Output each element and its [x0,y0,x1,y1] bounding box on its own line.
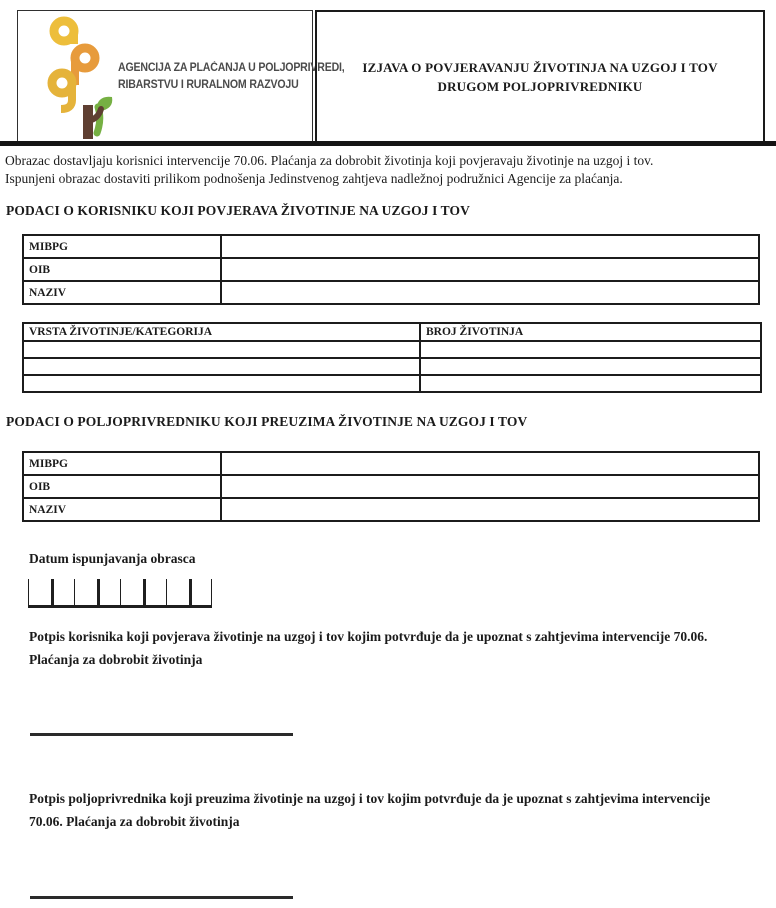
form-title-line1: IZJAVA O POVJERAVANJU ŽIVOTINJA NA UZGOJ I TOV [362,59,718,75]
intro-line2: Ispunjeni obrazac dostaviti prilikom podnošenja Jedinstvenog zahtjeva nadležnoj podružnici Agencije za plaćanja. [5,170,623,186]
naziv-label: NAZIV [23,498,221,521]
table-row [23,281,759,304]
date-label: Datum ispunjavanja obrasca [29,551,196,566]
date-digit-cell[interactable] [51,579,74,605]
oib-label: OIB [23,475,221,498]
date-digit-cell[interactable] [97,579,120,605]
animal-count-header: BROJ ŽIVOTINJA [420,323,761,341]
section2-table [22,451,760,522]
intro-line1: Obrazac dostavljaju korisnici intervencije 70.06. Plaćanja za dobrobit životinja koji povjeravaju životinje na uzgoj i tov. [5,153,654,168]
date-digit-cell[interactable] [74,579,97,605]
animal-type-cell[interactable] [23,341,420,358]
animal-count-cell[interactable] [420,358,761,375]
animal-count-cell[interactable] [420,341,761,358]
form-title-line2: DRUGOM POLJOPRIVREDNIKU [437,78,643,94]
mibpg-value-cell[interactable] [221,452,759,475]
mibpg-label: MIBPG [23,452,221,475]
section2-heading: PODACI O POLJOPRIVREDNIKU KOJI PREUZIMA ŽIVOTINJE NA UZGOJ I TOV [6,414,528,429]
animal-type-cell[interactable] [23,358,420,375]
animals-table [22,322,762,393]
agency-name-line2: RIBARSTVU I RURALNOM RAZVOJU [118,78,299,91]
date-digit-cell[interactable] [120,579,143,605]
agency-name-line1: AGENCIJA ZA PLAĆANJA U POLJOPRIVREDI, [118,61,345,74]
header-title-cell [315,10,765,143]
table-row [23,452,759,475]
header-divider-bar [0,141,776,146]
naziv-value-cell[interactable] [221,498,759,521]
agency-logo-icon [38,13,118,141]
table-row [23,235,759,258]
signature1-statement: Potpis korisnika koji povjerava životinje na uzgoj i tov kojim potvrđuje da je upoznat s zahtjevima intervencije 70.06. Plaćanja za dobrobit životinja [29,629,708,667]
date-digit-cell[interactable] [189,579,212,605]
naziv-value-cell[interactable] [221,281,759,304]
table-row [23,375,761,392]
date-digit-cell[interactable] [166,579,189,605]
animal-count-cell[interactable] [420,375,761,392]
table-header-row [23,323,761,341]
table-row [23,258,759,281]
table-row [23,358,761,375]
header-agency-cell [17,10,345,143]
section1-heading: PODACI O KORISNIKU KOJI POVJERAVA ŽIVOTINJE NA UZGOJ I TOV [6,203,470,218]
section1-table [22,234,760,305]
signature2-line[interactable] [30,896,293,899]
date-digit-cell[interactable] [143,579,166,605]
intro-paragraph [5,152,775,187]
mibpg-value-cell[interactable] [221,235,759,258]
oib-label: OIB [23,258,221,281]
table-row [23,341,761,358]
mibpg-label: MIBPG [23,235,221,258]
agency-logo [18,11,118,142]
animal-type-cell[interactable] [23,375,420,392]
table-row [23,475,759,498]
naziv-label: NAZIV [23,281,221,304]
signature2-statement: Potpis poljoprivrednika koji preuzima životinje na uzgoj i tov kojim potvrđuje da je upoznat s zahtjevima intervencije 70.06. Plaćanja za dobrobit životinja [29,791,711,829]
oib-value-cell[interactable] [221,475,759,498]
animal-type-header: VRSTA ŽIVOTINJE/KATEGORIJA [23,323,420,341]
signature1-line[interactable] [30,733,293,736]
table-row [23,498,759,521]
date-digit-cell[interactable] [28,579,51,605]
date-input-boxes [28,579,212,608]
oib-value-cell[interactable] [221,258,759,281]
form-title [328,58,752,96]
